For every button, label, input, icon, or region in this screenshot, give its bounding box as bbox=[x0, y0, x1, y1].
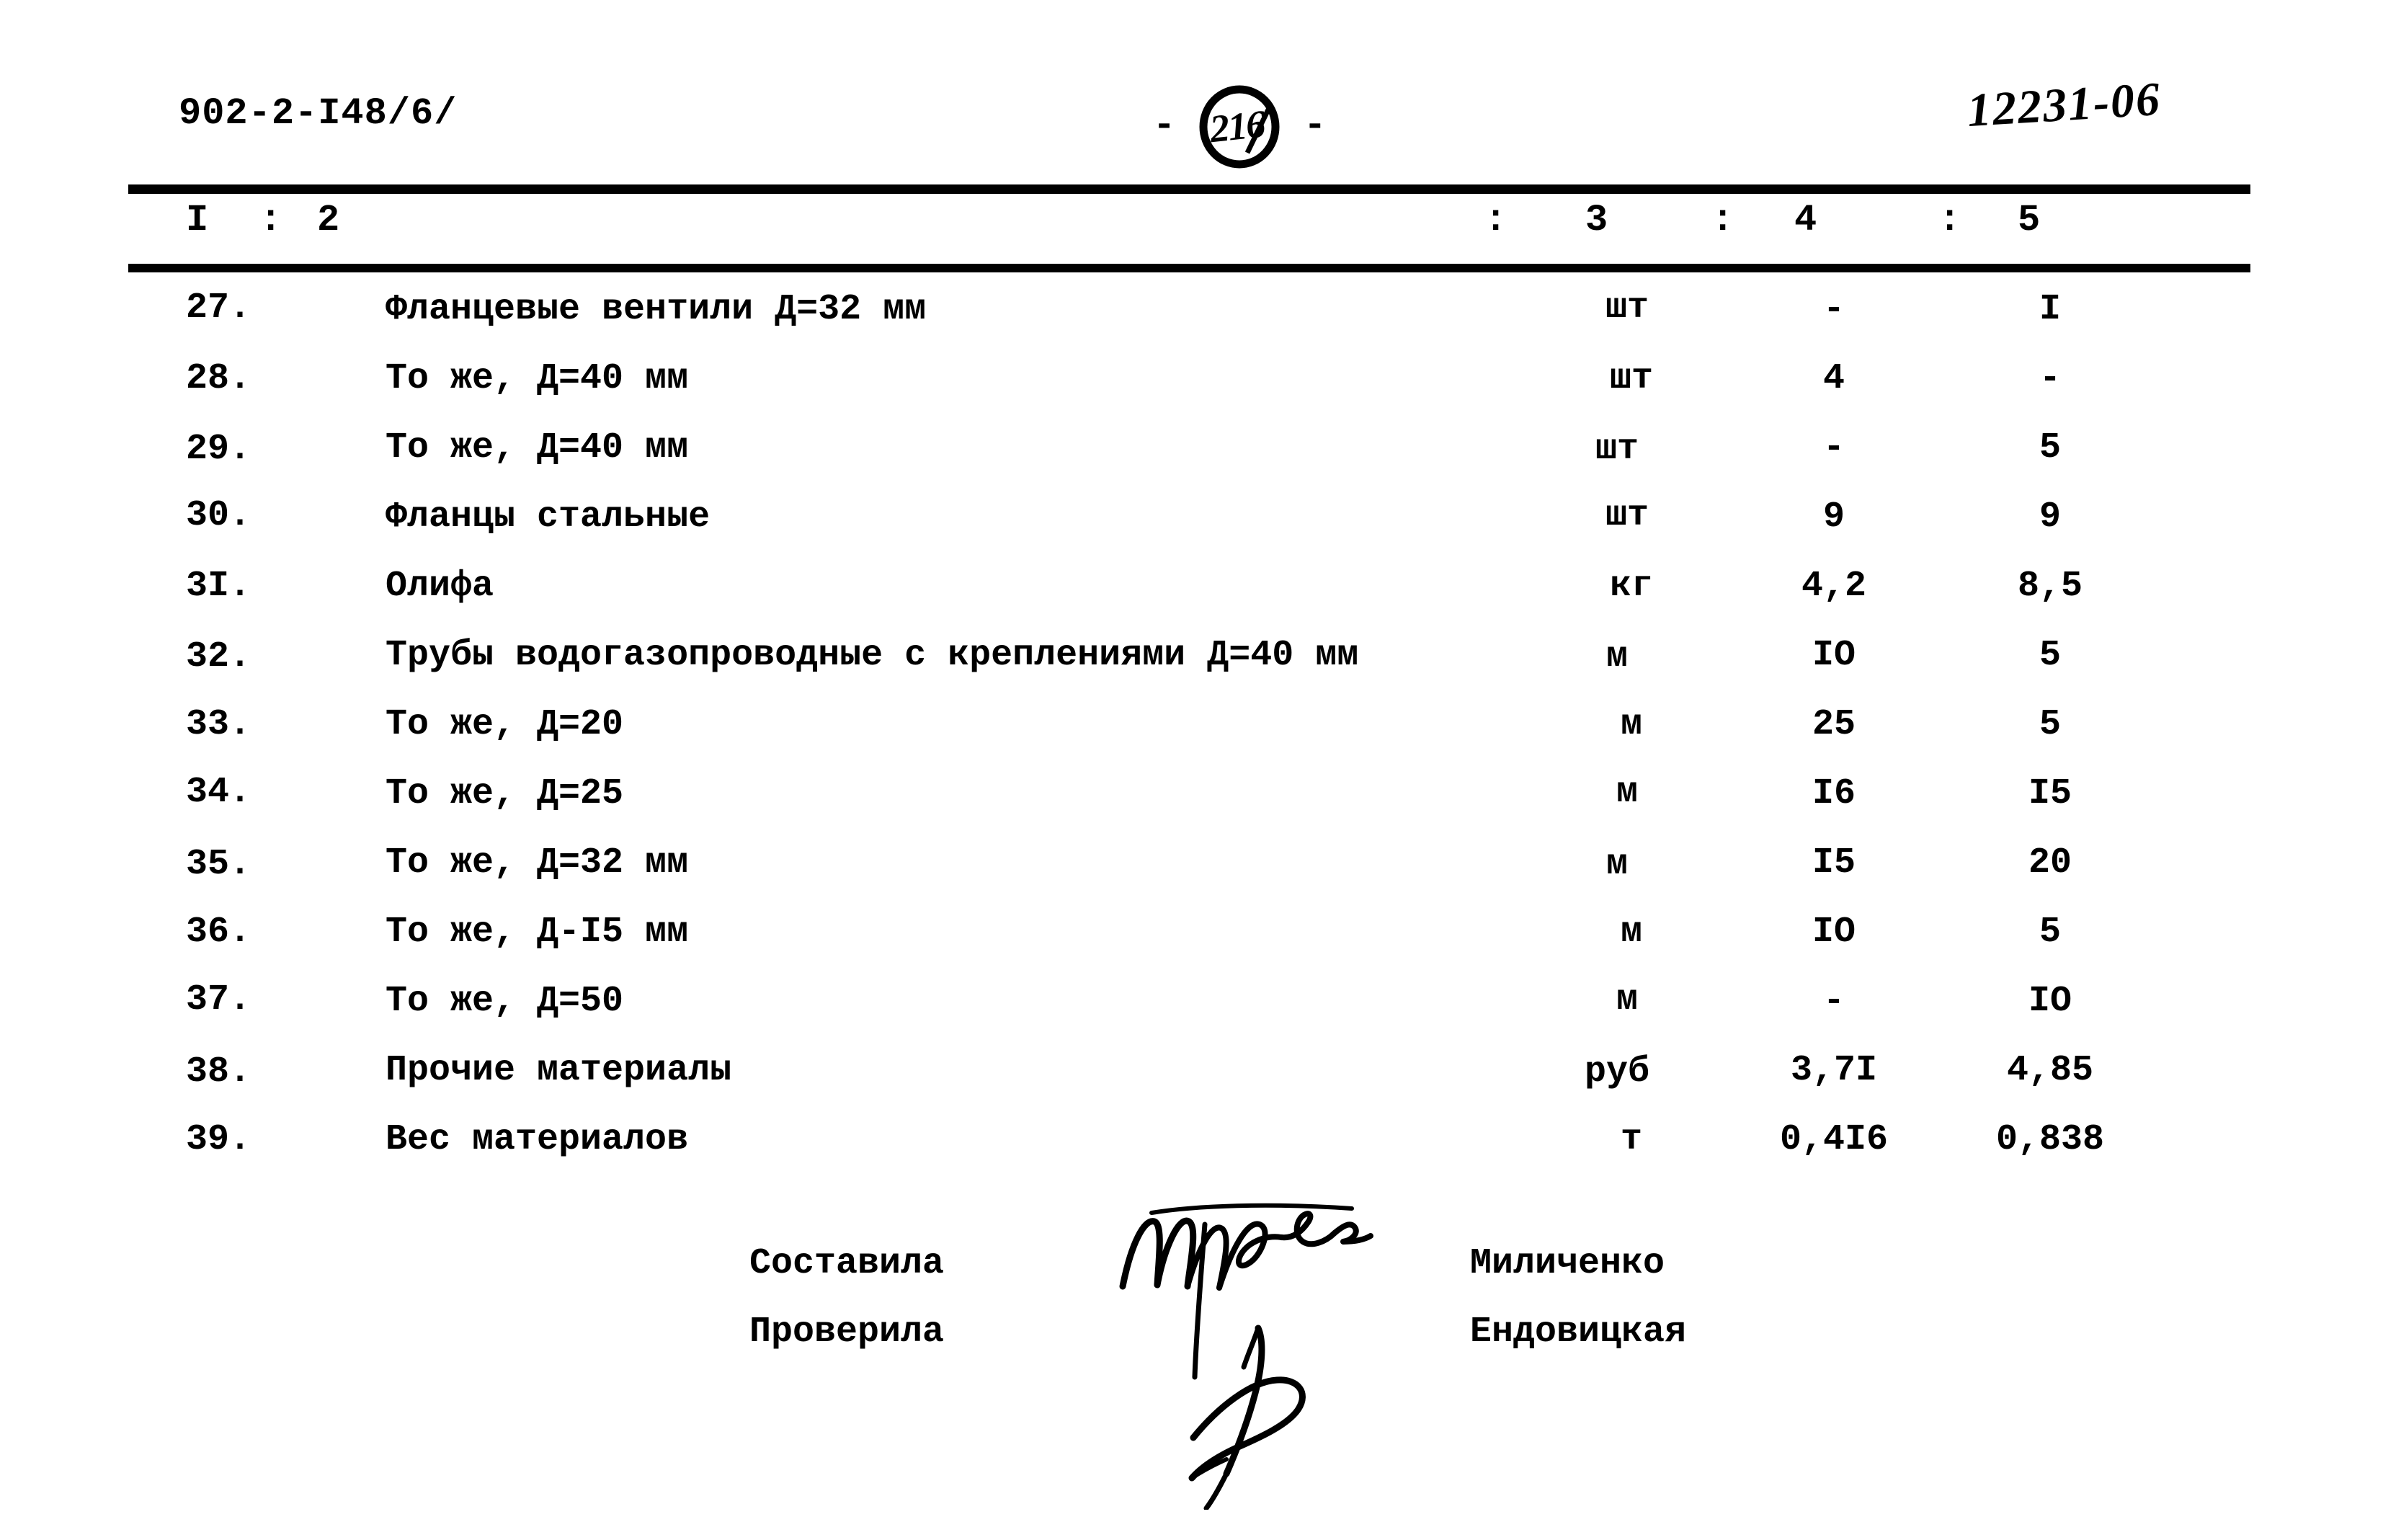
row-name: Олифа bbox=[386, 566, 494, 607]
column-separator-4: : bbox=[1938, 199, 1961, 241]
table-row bbox=[0, 914, 2383, 983]
table-row bbox=[0, 429, 2383, 499]
row-value-2: 20 bbox=[2028, 842, 2072, 884]
row-unit: м bbox=[1605, 636, 1628, 677]
row-number: 3I. bbox=[186, 566, 251, 607]
row-value-1: 9 bbox=[1822, 497, 1845, 538]
row-value-2: - bbox=[2039, 358, 2061, 399]
row-value-2: 5 bbox=[2039, 912, 2061, 953]
page-number-dash-left: - bbox=[1153, 104, 1176, 147]
row-number: 37. bbox=[186, 979, 251, 1020]
table-row bbox=[0, 495, 2383, 568]
row-name: Фланцевые вентили Д=32 мм bbox=[386, 289, 927, 330]
row-unit: т bbox=[1620, 1119, 1642, 1160]
row-unit: м bbox=[1616, 979, 1638, 1020]
row-number: 36. bbox=[186, 912, 251, 953]
table-column-headers bbox=[0, 199, 2383, 249]
table-row bbox=[0, 772, 2383, 845]
row-value-1: 25 bbox=[1812, 704, 1856, 745]
row-value-2: 9 bbox=[2039, 497, 2061, 538]
page-number-block bbox=[1153, 84, 1326, 169]
table-header-rule bbox=[128, 264, 2250, 272]
row-name: То же, Д=50 bbox=[386, 981, 624, 1022]
table-row bbox=[0, 1052, 2383, 1121]
row-name: То же, Д=40 мм bbox=[386, 427, 689, 468]
materials-table bbox=[0, 288, 2383, 1190]
row-name: То же, Д=25 bbox=[386, 773, 624, 814]
table-row bbox=[0, 288, 2383, 360]
column-header-2: 2 bbox=[317, 199, 340, 241]
column-separator-1: : bbox=[259, 199, 282, 241]
column-separator-2: : bbox=[1484, 199, 1507, 241]
table-row bbox=[0, 1121, 2383, 1190]
row-value-1: - bbox=[1822, 427, 1845, 468]
row-unit: м bbox=[1605, 844, 1628, 885]
table-row bbox=[0, 842, 2383, 914]
revision-code: 12231-06 bbox=[1965, 72, 2162, 138]
row-name: Фланцы стальные bbox=[386, 497, 711, 538]
table-row bbox=[0, 637, 2383, 706]
row-unit: шт bbox=[1609, 358, 1653, 399]
row-name: Вес материалов bbox=[386, 1119, 689, 1160]
row-unit: м bbox=[1620, 912, 1642, 953]
checked-by-label: Проверила bbox=[749, 1312, 945, 1353]
signature-block bbox=[0, 1243, 2383, 1517]
row-value-2: 5 bbox=[2039, 635, 2061, 676]
row-number: 27. bbox=[186, 288, 251, 329]
page-number-value: 216 bbox=[1207, 102, 1266, 151]
row-value-2: 5 bbox=[2039, 704, 2061, 745]
row-value-2: 4,85 bbox=[2006, 1050, 2094, 1091]
row-value-1: 3,7I bbox=[1790, 1050, 1878, 1091]
column-header-1: I bbox=[186, 199, 209, 241]
row-name: То же, Д-I5 мм bbox=[386, 912, 689, 953]
table-row bbox=[0, 706, 2383, 775]
row-unit: шт bbox=[1605, 495, 1649, 536]
row-unit: м bbox=[1616, 772, 1638, 813]
row-value-1: 4,2 bbox=[1801, 566, 1866, 607]
row-name: Трубы водогазопроводные с креплениями Д=40 мм bbox=[386, 635, 1359, 676]
row-value-1: I5 bbox=[1812, 842, 1856, 884]
column-header-5: 5 bbox=[2018, 199, 2041, 241]
row-value-2: 5 bbox=[2039, 427, 2061, 468]
row-unit: руб bbox=[1584, 1051, 1649, 1092]
row-value-1: - bbox=[1822, 289, 1845, 330]
row-number: 34. bbox=[186, 772, 251, 813]
row-number: 35. bbox=[186, 844, 251, 885]
compiled-by-label: Составила bbox=[749, 1243, 945, 1284]
table-row bbox=[0, 979, 2383, 1052]
row-value-1: 4 bbox=[1822, 358, 1845, 399]
row-unit: шт bbox=[1605, 288, 1649, 329]
column-header-3: 3 bbox=[1585, 199, 1608, 241]
page-number-circle bbox=[1197, 84, 1282, 169]
row-number: 33. bbox=[186, 704, 251, 745]
column-header-4: 4 bbox=[1794, 199, 1817, 241]
page-number-dash-right: - bbox=[1304, 104, 1327, 147]
row-unit: шт bbox=[1595, 429, 1639, 470]
row-value-1: - bbox=[1822, 981, 1845, 1022]
checked-by-name: Ендовицкая bbox=[1470, 1312, 1687, 1353]
signature-row-checked bbox=[0, 1312, 2383, 1376]
row-name: То же, Д=40 мм bbox=[386, 358, 689, 399]
table-row bbox=[0, 568, 2383, 637]
row-name: То же, Д=20 bbox=[386, 704, 624, 745]
row-unit: м bbox=[1620, 704, 1642, 745]
row-value-2: I bbox=[2039, 289, 2061, 330]
row-number: 29. bbox=[186, 429, 251, 470]
row-value-2: 0,838 bbox=[1995, 1119, 2105, 1160]
signature-row-compiled bbox=[0, 1243, 2383, 1308]
row-value-1: IO bbox=[1812, 635, 1856, 676]
row-number: 28. bbox=[186, 358, 251, 399]
row-number: 38. bbox=[186, 1051, 251, 1092]
row-value-2: 8,5 bbox=[2017, 566, 2083, 607]
row-value-1: I6 bbox=[1812, 773, 1856, 814]
row-number: 32. bbox=[186, 636, 251, 677]
compiled-by-name: Миличенко bbox=[1470, 1243, 1665, 1284]
column-separator-3: : bbox=[1711, 199, 1734, 241]
row-name: То же, Д=32 мм bbox=[386, 842, 689, 884]
row-value-1: 0,4I6 bbox=[1779, 1119, 1889, 1160]
document-code: 902-2-I48/6/ bbox=[179, 92, 458, 135]
row-number: 39. bbox=[186, 1119, 251, 1160]
row-number: 30. bbox=[186, 495, 251, 536]
row-unit: кг bbox=[1609, 566, 1653, 607]
row-value-2: IO bbox=[2028, 981, 2072, 1022]
row-name: Прочие материалы bbox=[386, 1050, 732, 1091]
row-value-2: I5 bbox=[2028, 773, 2072, 814]
table-top-rule bbox=[128, 184, 2250, 194]
table-row bbox=[0, 360, 2383, 429]
row-value-1: IO bbox=[1812, 912, 1856, 953]
